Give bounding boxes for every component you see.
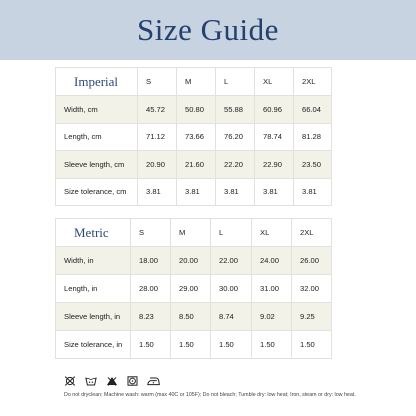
imperial-size-table <box>55 67 332 206</box>
size-header: XL <box>252 219 292 247</box>
cell-value: 8.74 <box>211 303 252 331</box>
cell-value: 3.81 <box>255 178 294 206</box>
cell-value: 66.04 <box>294 96 332 124</box>
iron-low-icon <box>147 376 160 386</box>
table-row <box>56 151 332 179</box>
cell-value: 31.00 <box>252 275 292 303</box>
care-icons <box>64 376 160 386</box>
tumble-dry-low-icon <box>127 376 138 386</box>
cell-value: 32.00 <box>292 275 332 303</box>
row-label: Size tolerance, in <box>56 331 131 359</box>
do-not-dryclean-icon <box>64 376 76 386</box>
page-title: Size Guide <box>137 12 279 47</box>
table-row <box>56 247 332 275</box>
unit-label: Metric <box>56 219 131 247</box>
cell-value: 22.20 <box>216 151 255 179</box>
cell-value: 71.12 <box>138 123 177 151</box>
size-header: S <box>138 68 177 96</box>
unit-label: Imperial <box>56 68 138 96</box>
cell-value: 1.50 <box>131 331 171 359</box>
cell-value: 1.50 <box>252 331 292 359</box>
cell-value: 73.66 <box>177 123 216 151</box>
cell-value: 9.02 <box>252 303 292 331</box>
cell-value: 22.00 <box>211 247 252 275</box>
row-label: Width, in <box>56 247 131 275</box>
cell-value: 20.90 <box>138 151 177 179</box>
cell-value: 21.60 <box>177 151 216 179</box>
table-row <box>56 96 332 124</box>
size-header: 2XL <box>292 219 332 247</box>
cell-value: 3.81 <box>216 178 255 206</box>
table-row <box>56 178 332 206</box>
cell-value: 3.81 <box>177 178 216 206</box>
table-header-row <box>56 219 332 247</box>
row-label: Size tolerance, cm <box>56 178 138 206</box>
do-not-bleach-icon <box>106 376 118 386</box>
cell-value: 81.28 <box>294 123 332 151</box>
table-row <box>56 275 332 303</box>
size-header: XL <box>255 68 294 96</box>
cell-value: 8.50 <box>171 303 211 331</box>
size-header: M <box>177 68 216 96</box>
cell-value: 50.80 <box>177 96 216 124</box>
header-banner <box>0 0 416 60</box>
cell-value: 28.00 <box>131 275 171 303</box>
size-header: M <box>171 219 211 247</box>
cell-value: 18.00 <box>131 247 171 275</box>
cell-value: 20.00 <box>171 247 211 275</box>
size-header: L <box>211 219 252 247</box>
table-row <box>56 123 332 151</box>
row-label: Length, cm <box>56 123 138 151</box>
row-label: Width, cm <box>56 96 138 124</box>
cell-value: 8.23 <box>131 303 171 331</box>
size-header: L <box>216 68 255 96</box>
row-label: Sleeve length, in <box>56 303 131 331</box>
cell-value: 9.25 <box>292 303 332 331</box>
cell-value: 1.50 <box>292 331 332 359</box>
cell-value: 29.00 <box>171 275 211 303</box>
cell-value: 23.50 <box>294 151 332 179</box>
cell-value: 1.50 <box>171 331 211 359</box>
table-row <box>56 331 332 359</box>
machine-wash-warm-icon <box>85 376 97 386</box>
cell-value: 55.88 <box>216 96 255 124</box>
table-header-row <box>56 68 332 96</box>
size-header: S <box>131 219 171 247</box>
cell-value: 22.90 <box>255 151 294 179</box>
cell-value: 60.96 <box>255 96 294 124</box>
care-instructions: Do not dryclean; Machine wash: warm (max 40C or 105F); Do not bleach; Tumble dry: low heat; Iron, steam or dry: low heat. <box>64 392 356 398</box>
cell-value: 30.00 <box>211 275 252 303</box>
cell-value: 78.74 <box>255 123 294 151</box>
row-label: Sleeve length, cm <box>56 151 138 179</box>
cell-value: 24.00 <box>252 247 292 275</box>
cell-value: 3.81 <box>294 178 332 206</box>
cell-value: 26.00 <box>292 247 332 275</box>
row-label: Length, in <box>56 275 131 303</box>
size-header: 2XL <box>294 68 332 96</box>
cell-value: 76.20 <box>216 123 255 151</box>
metric-size-table <box>55 218 332 359</box>
table-row <box>56 303 332 331</box>
cell-value: 1.50 <box>211 331 252 359</box>
cell-value: 45.72 <box>138 96 177 124</box>
cell-value: 3.81 <box>138 178 177 206</box>
